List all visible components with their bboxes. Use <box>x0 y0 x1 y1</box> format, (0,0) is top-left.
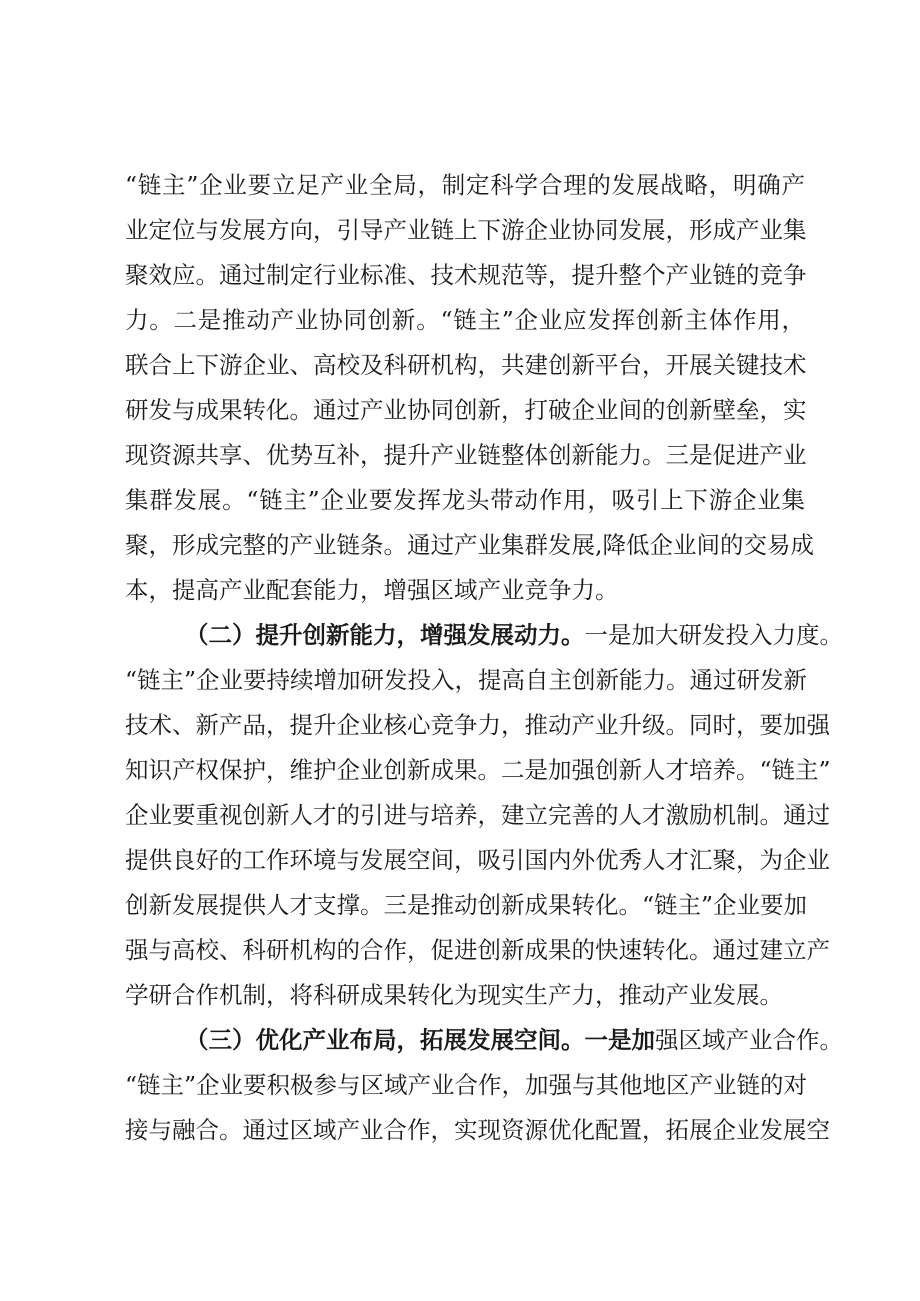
text-line: 提供良好的工作环境与发展空间，吸引国内外优秀人才汇聚，为企业 <box>125 846 830 874</box>
text-line: 知识产权保护，维护企业创新成果。二是加强创新人才培养。“链主” <box>125 756 831 784</box>
text-line: 力。二是推动产业协同创新。“链主”企业应发挥创新主体作用， <box>125 306 805 334</box>
text-line: 强与高校、科研机构的合作，促进创新成果的快速转化。通过建立产 <box>125 936 830 964</box>
text-line: 技术、新产品，提升企业核心竞争力，推动产业升级。同时，要加强 <box>125 711 830 739</box>
section-heading: （二）提升创新能力，增强发展动力。 <box>185 621 585 649</box>
text-line: 学研合作机制，将科研成果转化为现实生产力，推动产业发展。 <box>125 981 783 1009</box>
text-line: 现资源共享、优势互补，提升产业链整体创新能力。三是促进产业 <box>125 441 807 469</box>
text-line: 业定位与发展方向，引导产业链上下游企业协同发展，形成产业集 <box>125 216 807 244</box>
section-heading: （三）优化产业布局，拓展发展空间。一是加 <box>185 1026 655 1054</box>
text-line: “链主”企业要立足产业全局，制定科学合理的发展战略，明确产 <box>125 171 805 199</box>
heading-line-text: 一是加大研发投入力度。 <box>584 621 843 649</box>
heading-line-text: 强区域产业合作。 <box>655 1026 843 1054</box>
text-line: 研发与成果转化。通过产业协同创新，打破企业间的创新壁垒，实 <box>125 396 807 424</box>
text-line: 企业要重视创新人才的引进与培养，建立完善的人才激励机制。通过 <box>125 801 830 829</box>
text-line: 本，提高产业配套能力，增强区域产业竞争力。 <box>125 576 619 604</box>
section-heading-line <box>185 620 843 650</box>
text-line: 接与融合。通过区域产业合作，实现资源优化配置，拓展企业发展空 <box>125 1116 830 1144</box>
text-line: 创新发展提供人才支撑。三是推动创新成果转化。“链主”企业要加 <box>125 891 808 919</box>
text-line: 联合上下游企业、高校及科研机构，共建创新平台，开展关键技术 <box>125 351 807 379</box>
text-line: 聚，形成完整的产业链条。通过产业集群发展,降低企业间的交易成 <box>125 531 814 559</box>
text-line: 聚效应。通过制定行业标准、技术规范等，提升整个产业链的竞争 <box>125 261 807 289</box>
section-heading-line <box>185 1025 843 1055</box>
text-line: 集群发展。“链主”企业要发挥龙头带动作用，吸引上下游企业集 <box>125 486 805 514</box>
text-line: “链主”企业要积极参与区域产业合作，加强与其他地区产业链的对 <box>125 1071 808 1099</box>
text-line: “链主”企业要持续增加研发投入，提高自主创新能力。通过研发新 <box>125 666 808 694</box>
